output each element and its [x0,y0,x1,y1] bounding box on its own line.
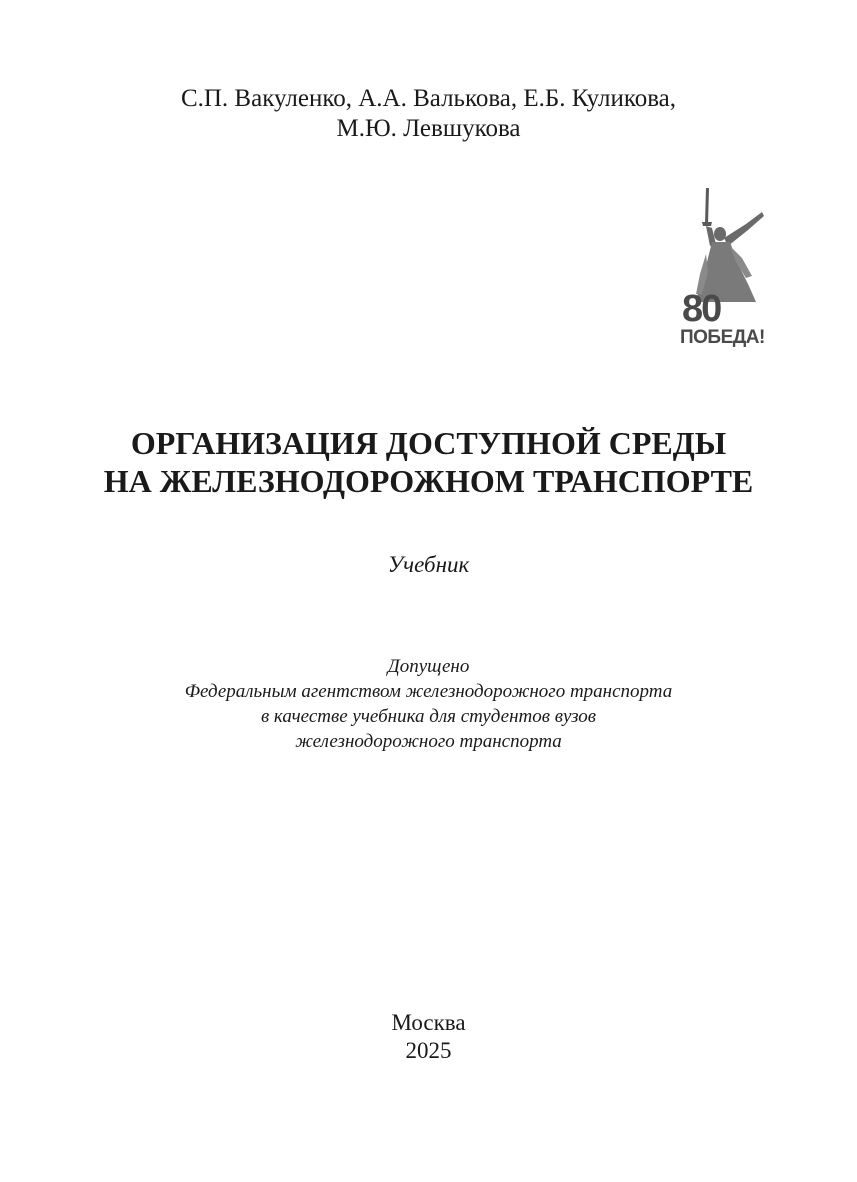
approval-line-2: Федеральным агентством железнодорожного транспорта [184,681,673,702]
book-subtitle: Учебник [387,552,470,577]
book-title-line-1: ОРГАНИЗАЦИЯ ДОСТУПНОЙ СРЕДЫ [130,425,727,461]
emblem-number: 80 [682,288,721,330]
authors-block [0,84,857,144]
approval-notice [0,654,857,754]
imprint-city: Москва [391,1010,466,1035]
imprint-year: 2025 [405,1038,452,1063]
approval-line-1: Допущено [387,656,470,677]
emblem-word: ПОБЕДА! [680,327,765,348]
victory-80-emblem [676,184,768,352]
book-title [0,424,857,500]
imprint [0,1009,857,1065]
approval-line-3: в качестве учебника для студентов вузов [260,706,597,727]
book-title-line-2: НА ЖЕЛЕЗНОДОРОЖНОМ ТРАНСПОРТЕ [103,463,754,499]
authors-line-1: С.П. Вакуленко, А.А. Валькова, Е.Б. Куликова, [180,85,677,112]
approval-line-4: железнодорожного транспорта [295,731,562,752]
motherland-statue-icon [676,184,768,304]
authors-line-2: М.Ю. Левшукова [336,115,521,142]
